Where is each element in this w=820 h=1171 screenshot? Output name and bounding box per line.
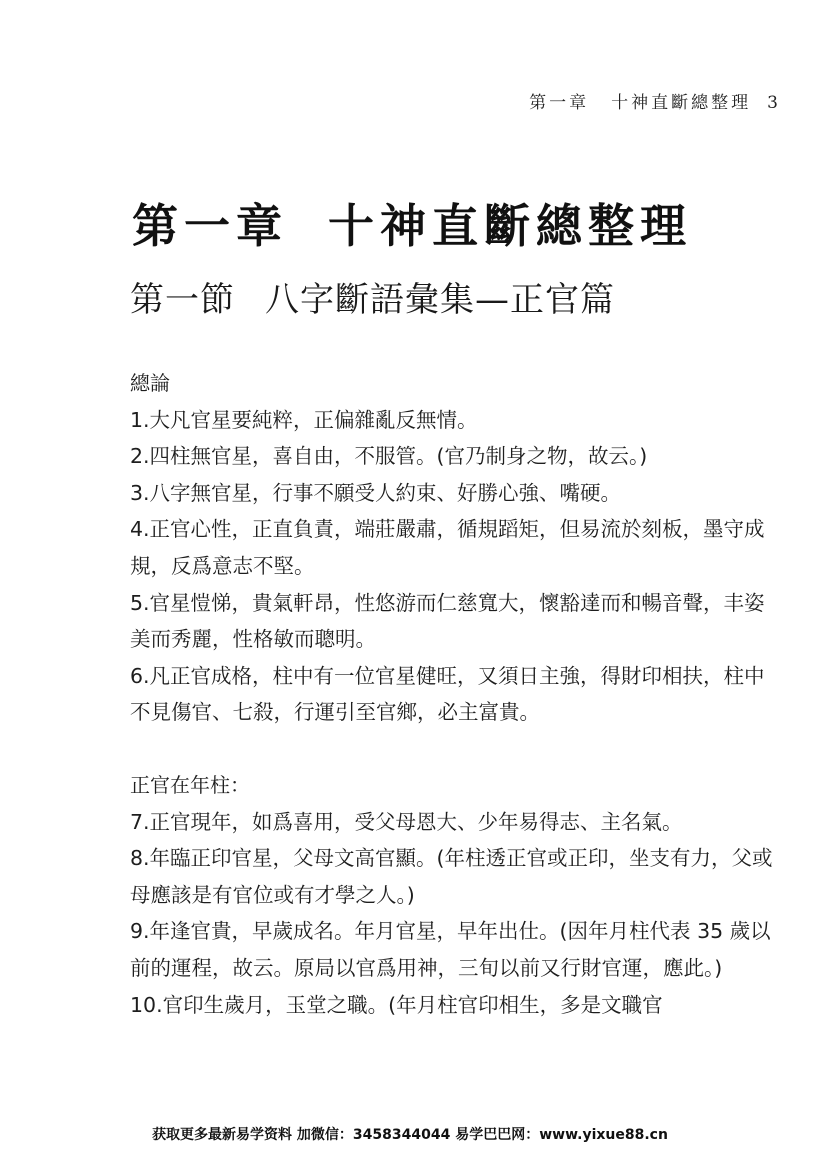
list-item: 3.八字無官星，行事不願受人約束、好勝心強、嘴硬。 <box>130 480 622 505</box>
header-title: 十神直斷總整理 <box>611 93 752 113</box>
list-item: 2.四柱無官星，喜自由，不服管。(官乃制身之物，故云。) <box>130 444 648 469</box>
chapter-name: 十神直斷總整理 <box>328 199 692 253</box>
list-item: 1.大凡官星要純粹，正偏雜亂反無情。 <box>130 407 478 432</box>
footer-watermark: 获取更多最新易学资料 加微信：3458344044 易学巴巴网：www.yixue88.cn <box>152 1127 668 1143</box>
list-item: 7.正官現年，如爲喜用，受父母恩大、少年易得志、主名氣。 <box>130 809 683 834</box>
running-header <box>529 88 778 113</box>
list-item: 6.凡正官成格，柱中有一位官星健旺，又須日主強，得財印相扶，柱中不見傷官、七殺，行運引至官鄉，必主富貴。 <box>130 663 765 725</box>
year-pillar-heading: 正官在年柱： <box>130 772 250 797</box>
list-item: 9.年逢官貴，早歲成名。年月官星，早年出仕。(因年月柱代表 35 歲以前的運程，故云。原局以官爲用神，三旬以前又行財官運，應此。) <box>130 919 771 980</box>
page-number: 3 <box>767 93 778 113</box>
paragraph-spacer <box>130 731 780 767</box>
body-text <box>130 365 780 1023</box>
section-name: 八字斷語彙集—正官篇 <box>265 280 615 320</box>
list-item: 4.正官心性，正直負責，端莊嚴肅，循規蹈矩，但易流於刻板，墨守成規，反爲意志不堅。 <box>130 517 765 578</box>
chapter-number: 第一章 <box>132 199 288 253</box>
section-number: 第一節 <box>130 280 235 320</box>
section-title <box>130 272 615 321</box>
list-item: 8.年臨正印官星，父母文高官顯。(年柱透正官或正印，坐支有力，父或母應該是有官位或有才學之人。) <box>130 846 773 907</box>
list-item: 10.官印生歲月，玉堂之職。(年月柱官印相生，多是文職官 <box>130 992 663 1017</box>
list-item: 5.官星愷悌，貴氣軒昂，性悠游而仁慈寬大，懷豁達而和暢音聲，丰姿美而秀麗，性格敏而聰明。 <box>130 590 765 652</box>
chapter-title <box>132 190 692 256</box>
overview-heading: 總論 <box>130 371 170 395</box>
header-chapter: 第一章 <box>529 93 590 113</box>
